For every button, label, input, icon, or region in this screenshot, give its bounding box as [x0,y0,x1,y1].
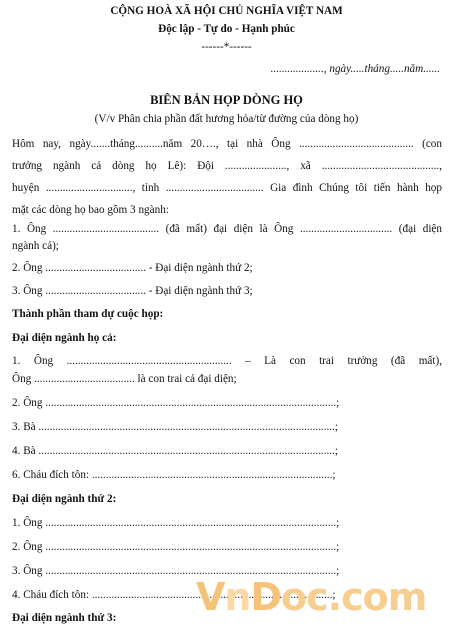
intro-line: mặt các dòng họ bao gồm 3 ngành: [12,204,169,216]
branch-line: 3. Ông .................................... - Đại diện ngành thứ 3; [12,285,253,297]
intro-line: Hôm nay, ngày.......tháng..........năm 20…., tại nhà Ông ......................................... (con [12,138,442,150]
intro-line: huyện ..............................., tỉnh ................................... Gia đình Chúng tôi tiến hành họp [12,182,442,194]
date-line: ..................., ngày.....tháng.....năm...... [270,63,440,75]
participant-line: 1. Ông ........................................................... – Là con trai trưởng (đã mất), [12,355,442,367]
document-subtitle: (V/v Phân chia phần đất hương hỏa/từ đường của dòng họ) [94,113,359,125]
nation-heading: CỘNG HOÀ XÃ HỘI CHỦ NGHĨA VIỆT NAM [110,5,343,17]
participant-line: Ông .................................... là con trai cả đại diện; [12,373,237,385]
section-heading: Đại diện ngành thứ 3: [12,612,117,624]
participant-line: 4. Bà ..........................................................................................................; [12,445,338,457]
participant-line: 2. Ông ........................................................................................................; [12,397,340,409]
motto: Độc lập - Tự do - Hạnh phúc [158,23,295,35]
section-heading: Đại diện ngành họ cả: [12,332,117,344]
participants-heading: Thành phần tham dự cuộc họp: [12,308,164,320]
participant-line: 1. Ông ........................................................................................................; [12,517,340,529]
participant-line: 4. Cháu đích tôn: ......................................................................................; [12,589,336,601]
participant-line: 3. Ông ........................................................................................................; [12,565,340,577]
participant-line: 3. Bà ..........................................................................................................; [12,421,338,433]
watermark-text: VnDoc.com [196,575,427,619]
intro-line: trưởng ngành cả dòng họ Lê): Đội ......................, xã .........................................., [12,160,442,172]
branch-line: ngành cả); [12,240,59,252]
section-heading: Đại diện ngành thứ 2: [12,493,117,505]
branch-line: 1. Ông ...................................... (đã mất) đại diện là Ông ................................. (đại diện [12,223,442,235]
watermark-logo [196,575,426,619]
separator: ------*------ [201,41,252,53]
participant-line: 6. Cháu đích tôn: ......................................................................................; [12,469,336,481]
branch-line: 2. Ông .................................... - Đại diện ngành thứ 2; [12,262,253,274]
participant-line: 2. Ông ........................................................................................................; [12,541,340,553]
document-title: BIÊN BẢN HỌP DÒNG HỌ [150,93,303,107]
